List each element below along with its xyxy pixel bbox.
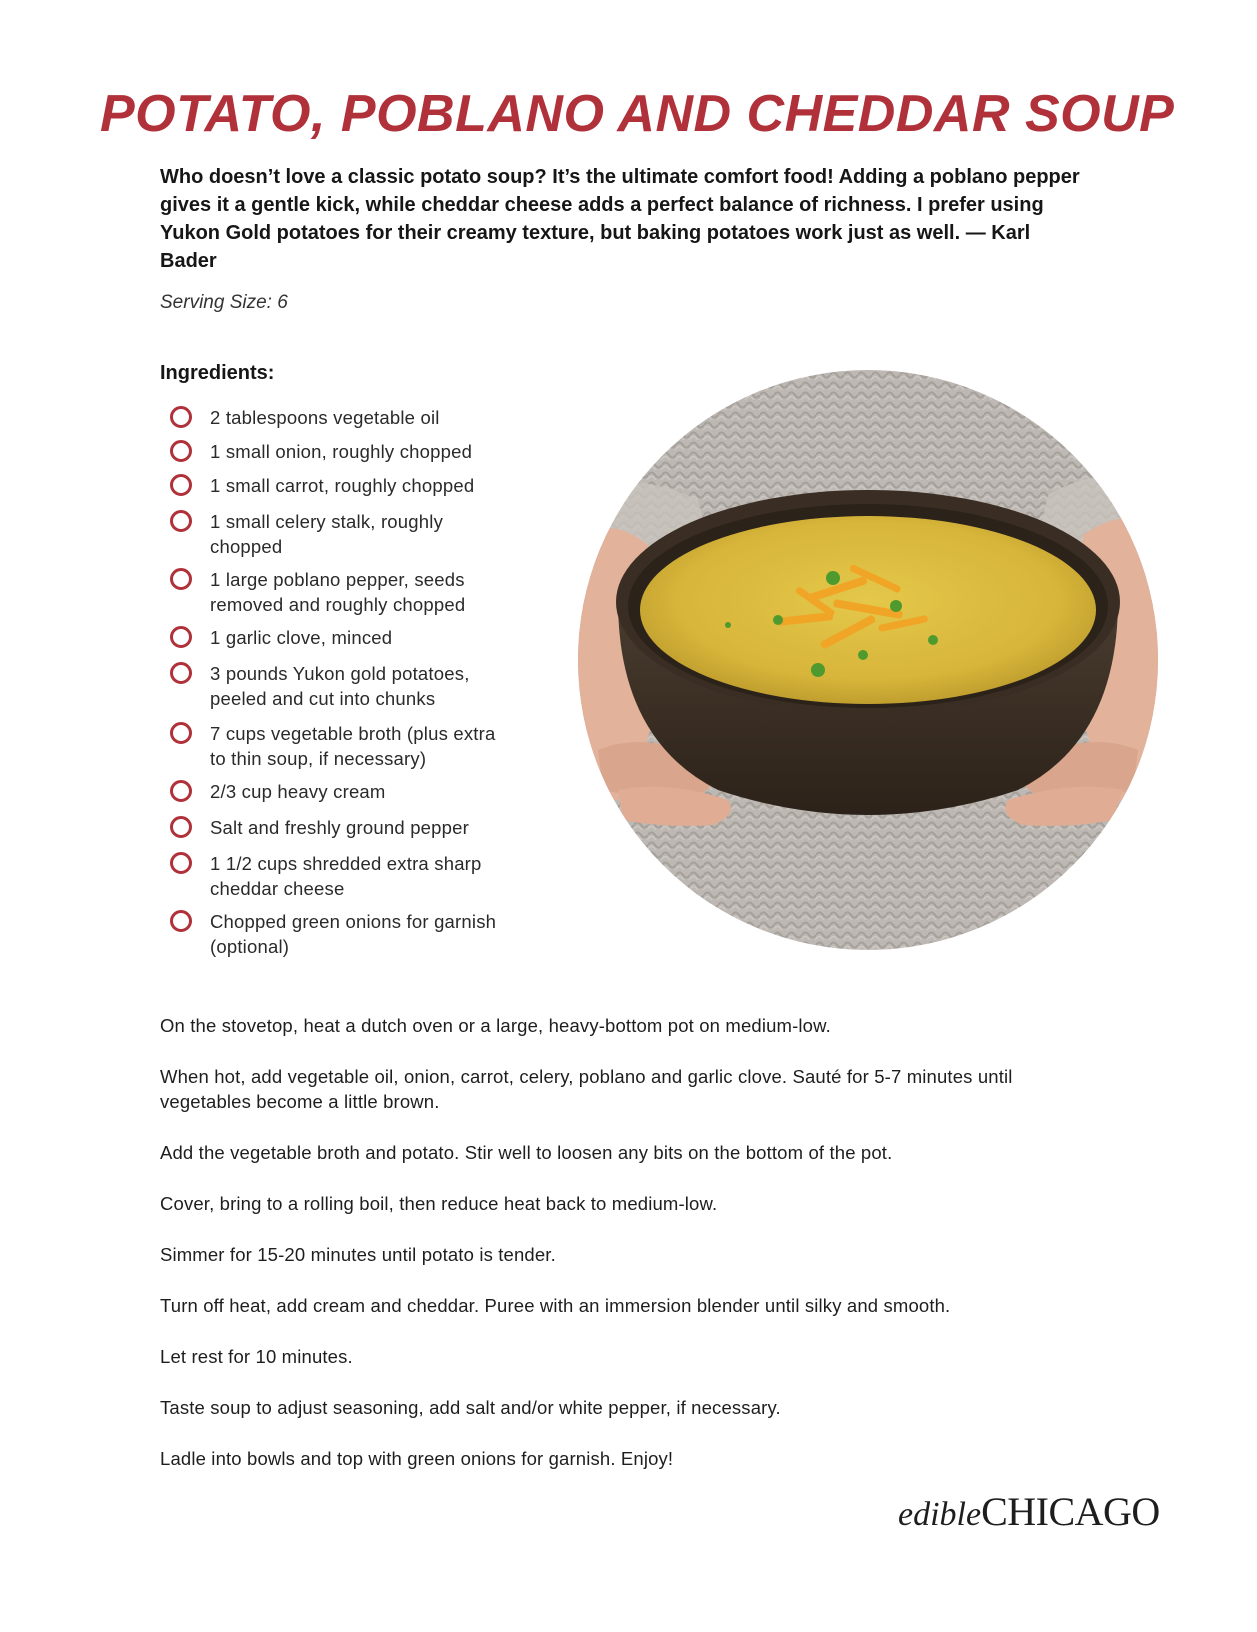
ingredient-text: 2 tablespoons vegetable oil [210,407,440,428]
ingredient-item [170,661,505,711]
ingredient-item [170,625,540,650]
instruction-step: Simmer for 15-20 minutes until potato is tender. [160,1244,556,1265]
instruction-step: Taste soup to adjust seasoning, add salt and/or white pepper, if necessary. [160,1397,781,1418]
instruction-step: On the stovetop, heat a dutch oven or a large, heavy-bottom pot on medium-low. [160,1015,831,1036]
instruction-step: Cover, bring to a rolling boil, then reduce heat back to medium-low. [160,1193,718,1214]
soup-bowl-photo [578,370,1158,950]
recipe-intro: Who doesn’t love a classic potato soup? It’s the ultimate comfort food! Adding a poblano pepper gives it a gentle kick, while cheddar cheese adds a perfect balance of richness. I prefer using Yukon Gold potatoes for their creamy texture, but baking potatoes work just as well. — Karl Bader [160,166,1080,272]
soup-bowl-illustration [578,370,1158,950]
ingredient-text: 1 large poblano pepper, seeds removed and roughly chopped [210,569,466,615]
ingredient-item [170,815,540,840]
circle-bullet-icon [170,780,192,802]
circle-bullet-icon [170,474,192,496]
circle-bullet-icon [170,440,192,462]
ingredient-item [170,439,540,464]
circle-bullet-icon [170,852,192,874]
circle-bullet-icon [170,510,192,532]
ingredient-item [170,851,510,901]
ingredient-item [170,473,540,498]
ingredient-item [170,509,480,559]
ingredient-item [170,779,540,804]
circle-bullet-icon [170,816,192,838]
recipe-title: POTATO, POBLANO AND CHEDDAR SOUP [100,85,1175,143]
ingredient-item [170,909,530,959]
serving-size: Serving Size: 6 [160,292,288,313]
ingredient-item [170,405,540,430]
circle-bullet-icon [170,722,192,744]
ingredient-text: 3 pounds Yukon gold potatoes, peeled and cut into chunks [210,663,470,709]
instruction-step: Ladle into bowls and top with green onions for garnish. Enjoy! [160,1448,674,1469]
logo-caps-text: CHICAGO [981,1489,1160,1534]
circle-bullet-icon [170,910,192,932]
ingredient-text: 1 small carrot, roughly chopped [210,475,475,496]
ingredient-item [170,721,515,771]
ingredient-text: 1 small celery stalk, roughly chopped [210,511,444,557]
instruction-step: Turn off heat, add cream and cheddar. Puree with an immersion blender until silky and smooth. [160,1295,951,1316]
ingredient-text: 7 cups vegetable broth (plus extra to thin soup, if necessary) [210,723,496,769]
circle-bullet-icon [170,662,192,684]
instruction-step: When hot, add vegetable oil, onion, carrot, celery, poblano and garlic clove. Sauté for 5-7 minutes until vegetables become a little brown. [160,1066,1013,1112]
ingredient-text: Chopped green onions for garnish (optional) [210,911,497,957]
ingredient-text: 2/3 cup heavy cream [210,781,386,802]
circle-bullet-icon [170,568,192,590]
circle-bullet-icon [170,406,192,428]
logo-script-text: edible [898,1496,982,1533]
ingredients-heading: Ingredients: [160,362,275,384]
ingredient-text: 1 1/2 cups shredded extra sharp cheddar cheese [210,853,482,899]
instruction-step: Let rest for 10 minutes. [160,1346,353,1367]
ingredient-text: 1 small onion, roughly chopped [210,441,473,462]
ingredient-item [170,567,500,617]
instruction-step: Add the vegetable broth and potato. Stir well to loosen any bits on the bottom of the pot. [160,1142,893,1163]
ingredient-text: Salt and freshly ground pepper [210,817,470,838]
edible-chicago-logo [898,1488,1160,1538]
circle-bullet-icon [170,626,192,648]
ingredient-text: 1 garlic clove, minced [210,627,393,648]
instructions [160,1013,1090,1497]
